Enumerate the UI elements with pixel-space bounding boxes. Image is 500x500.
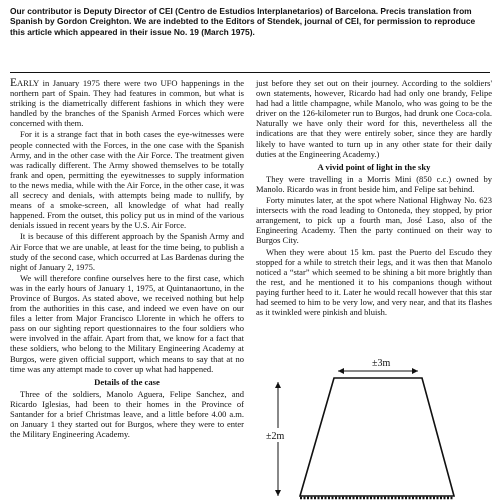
paragraph-r2: They were travelling in a Morris Mini (850 c.c.) owned by Manolo. Ricardo was in front beside him, and Felipe sat behind.	[256, 173, 492, 194]
left-column	[10, 78, 244, 440]
paragraph-1-text: ARLY in January 1975 there were two UFO happenings in the northern part of Spain. They had features in common, but what is striking is the diametrically different fashions in which they were handled by the branches of the Spanish Armed Forces which were concerned with them.	[10, 78, 244, 129]
paragraph-3: It is because of this different approach by the Spanish Army and Air Force that we are unable, at least for the time being, to publish a study of the second case, which occurred at Las Bardenas during the night of January 2, 1975.	[10, 231, 244, 272]
paragraph-2: For it is a strange fact that in both cases the eye-witnesses were people connected with the Forces, in the one case with the Spanish Army, and in the other case with the Air Force. The treatment given was radically different. The Army showed themselves to be totally frank and open, permitting the eyewitnesses to supply information to the news media, while with the Air Force, in the other case, it was all secrecy and denials, with attempts being made to nullify, by means of a smoke-screen, all knowledge of what had really happened. From the outset, this policy put us in mind of the various denials issued in recent years by the U.S. Air Force.	[10, 129, 244, 231]
trapezoid-outline	[300, 378, 454, 496]
top-dimension-label: ±3m	[372, 358, 391, 369]
section-heading-light: A vivid point of light in the sky	[317, 161, 431, 172]
contributor-intro: Our contributor is Deputy Director of CEI (Centro de Estudios Interplanetarios) of Barcelona. Precis translation from Spanish by Gordon Creighton. We are indebted to the Editors of Stendek, journal of CEI, for permission to reproduce this article which appeared in their issue No. 19 (March 1975).	[10, 6, 476, 37]
paragraph-1	[10, 78, 244, 128]
trapezoid-sketch	[256, 348, 492, 500]
object-diagram	[256, 348, 492, 500]
arrow-left-icon	[338, 368, 344, 374]
arrow-up-icon	[275, 382, 281, 388]
paragraph-continued: just before they set out on their journey. According to the soldiers' own statements, however, Ricardo had had only one brandy, Felipe had had a little champagne, while Manolo, who was going to be the driver on the 126-kilometer run to Burgos, had drunk one Coca-cola. Naturally we have only their word for this, nevertheless all the indications are that they were entirely sober, since they are hardly likely to have wanted to turn up in any other state for their daily duties at the Engineering Academy.)	[256, 78, 492, 159]
paragraph-4: We will therefore confine ourselves here to the first case, which was in the early hours of January 1, 1975, at Quintanaortuno, in the Province of Burgos. As stated above, we received nothing but help from the authorities in this case, and indeed we even have on our files a letter from Major Francisco Llorente in which he offers to pass on our sighting report questionnaires to the four soldiers who were involved in the affair. Apart from that, we know for a fact that these soldiers, who belong to the Military Engineering Academy at Burgos, were given official support, which means to say that at no time was any attempt made to cover up what had happened.	[10, 272, 244, 374]
paragraph-5: Three of the soldiers, Manolo Aguera, Felipe Sanchez, and Ricardo Iglesias, had been to their homes in the Province of Santander for a brief Christmas leave, and a little before 4.00 a.m. on January 1 they started out for Burgos, where they were to enter the Military Engineering Academy.	[10, 388, 244, 440]
paragraph-r3: Forty minutes later, at the spot where National Highway No. 623 intersects with the road leading to Ontoneda, they stopped, by prior arrangement, to pick up a fourth man, José Laso, also of the Engineering Academy. Then the party continued on their way to Burgos City.	[256, 195, 492, 246]
paragraph-r4: When they were about 15 km. past the Puerto del Escudo they stopped for a while to stretch their legs, and it was then that Manolo noticed a “star” which seemed to be shining a bit more brightly than the rest, and he mentioned it to his companions though without paying further heed to it. Later he would recall however that this star had seemed to him to be very low, and very near, and that its flashes as it twinkled were pinkish and bluish.	[256, 246, 492, 318]
arrow-right-icon	[412, 368, 418, 374]
arrow-down-icon	[275, 490, 281, 496]
side-dimension-label: ±2m	[266, 431, 285, 442]
drop-cap: E	[10, 77, 18, 89]
section-heading-details: Details of the case	[94, 376, 160, 387]
intro-divider	[10, 72, 490, 73]
right-column	[256, 78, 492, 318]
